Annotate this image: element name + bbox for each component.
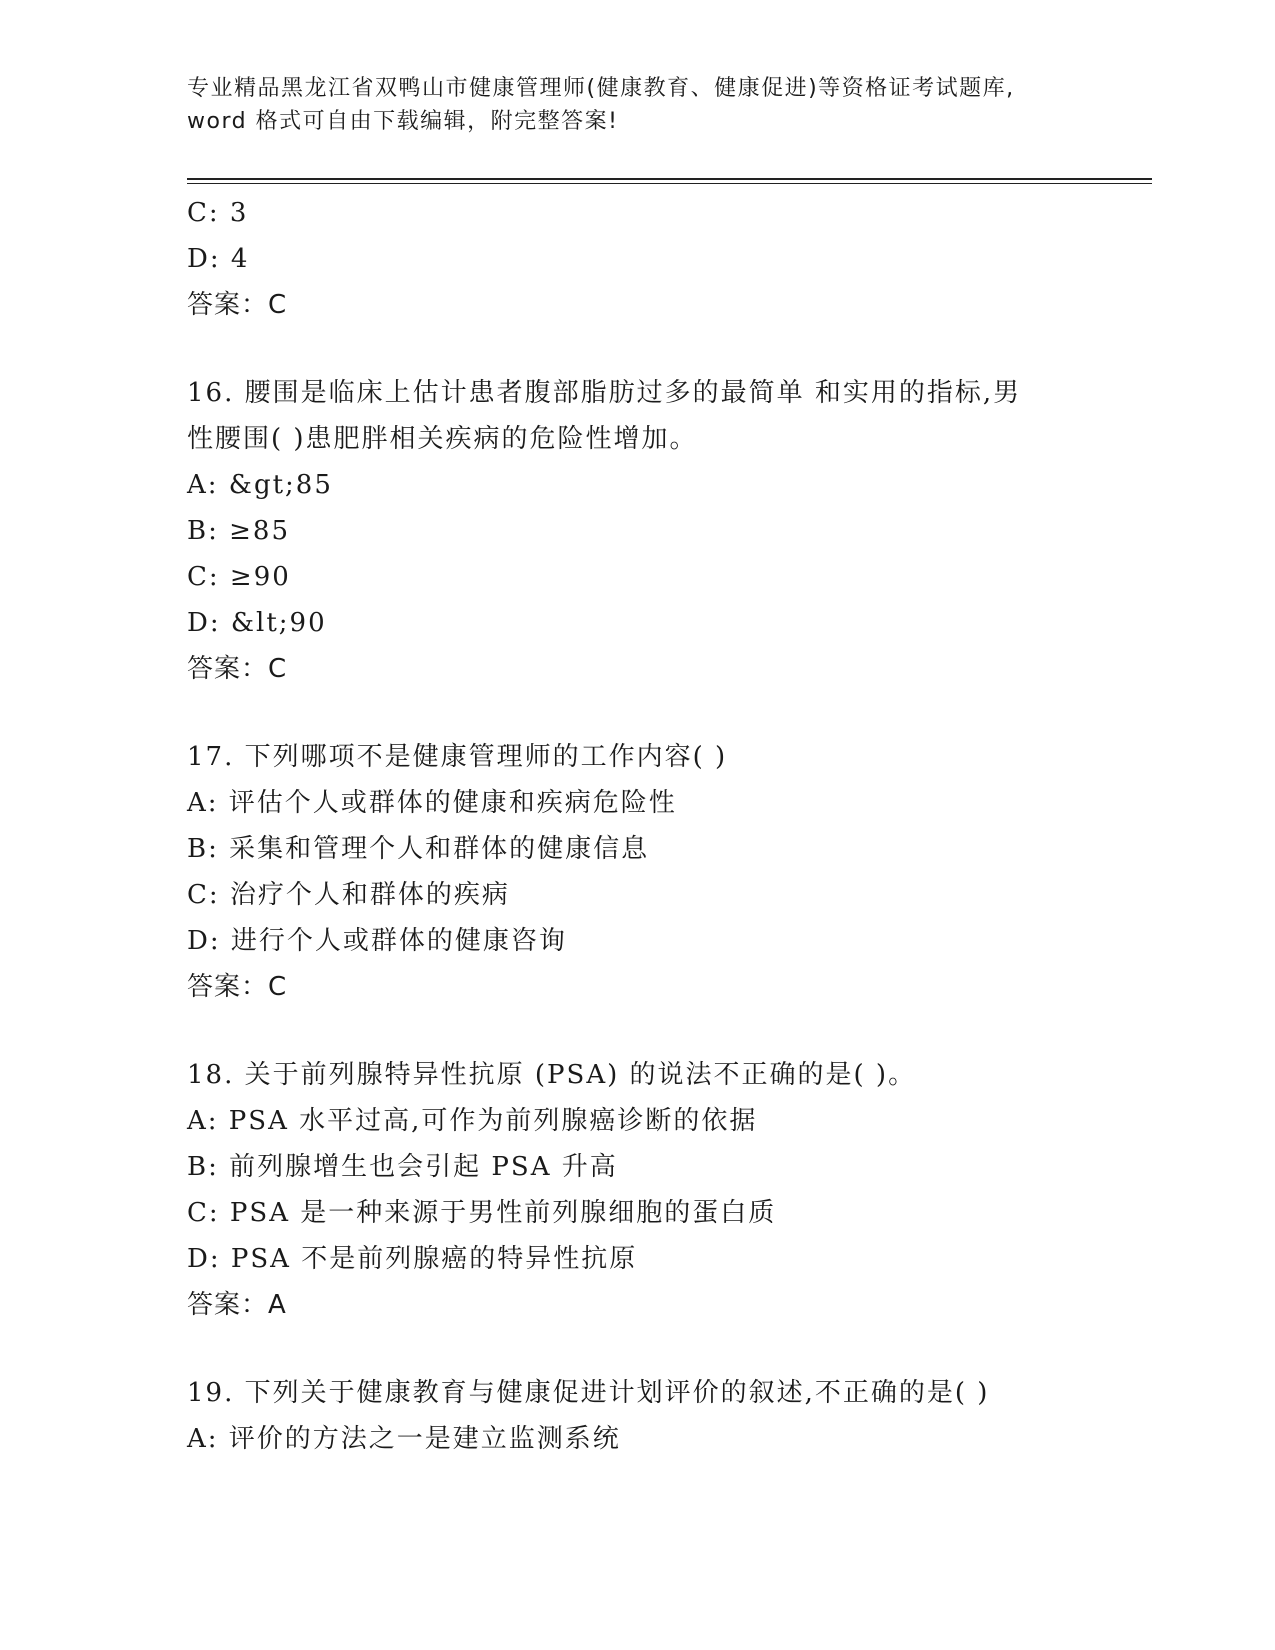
question-stem: 18. 关于前列腺特异性抗原 (PSA) 的说法不正确的是( )。: [187, 1060, 917, 1090]
header-rule-thick: [187, 178, 1152, 180]
option-b: B: ≥85: [187, 516, 290, 546]
document-header: [187, 72, 1087, 138]
question-stem: 16. 腰围是临床上估计患者腹部脂肪过多的最简单 和实用的指标,男: [187, 378, 1022, 408]
answer-line: 答案：A: [187, 1290, 287, 1320]
option-a: A: PSA 水平过高,可作为前列腺癌诊断的依据: [187, 1106, 758, 1136]
option-d: D: &lt;90: [187, 608, 327, 638]
question-stem: 性腰围( )患肥胖相关疾病的危险性增加。: [187, 424, 698, 454]
option-b: B: 采集和管理个人和群体的健康信息: [187, 834, 650, 864]
header-title-line-1: 专业精品黑龙江省双鸭山市健康管理师(健康教育、健康促进)等资格证考试题库,: [187, 76, 1015, 101]
answer-line: 答案：C: [187, 972, 288, 1002]
option-a: A: 评价的方法之一是建立监测系统: [187, 1424, 621, 1454]
option-d: D: 进行个人或群体的健康咨询: [187, 926, 567, 956]
option-d: D: PSA 不是前列腺癌的特异性抗原: [187, 1244, 638, 1274]
option-c: C: ≥90: [187, 562, 291, 592]
header-title-line-2: word 格式可自由下载编辑，附完整答案!: [187, 109, 619, 134]
option-a: A: 评估个人或群体的健康和疾病危险性: [187, 788, 677, 818]
option-c: C: PSA 是一种来源于男性前列腺细胞的蛋白质: [187, 1198, 777, 1228]
option-b: B: 前列腺增生也会引起 PSA 升高: [187, 1152, 618, 1182]
question-stem: 19. 下列关于健康教育与健康促进计划评价的叙述,不正确的是( ): [187, 1378, 990, 1408]
question-stem: 17. 下列哪项不是健康管理师的工作内容( ): [187, 742, 728, 772]
option-c: C: 治疗个人和群体的疾病: [187, 880, 510, 910]
answer-line: 答案：C: [187, 290, 288, 320]
option-c: C: 3: [187, 198, 249, 228]
header-rule-thin: [187, 183, 1152, 184]
question-list: [187, 190, 1152, 1462]
option-a: A: &gt;85: [187, 470, 333, 500]
answer-line: 答案：C: [187, 654, 288, 684]
option-d: D: 4: [187, 244, 250, 274]
